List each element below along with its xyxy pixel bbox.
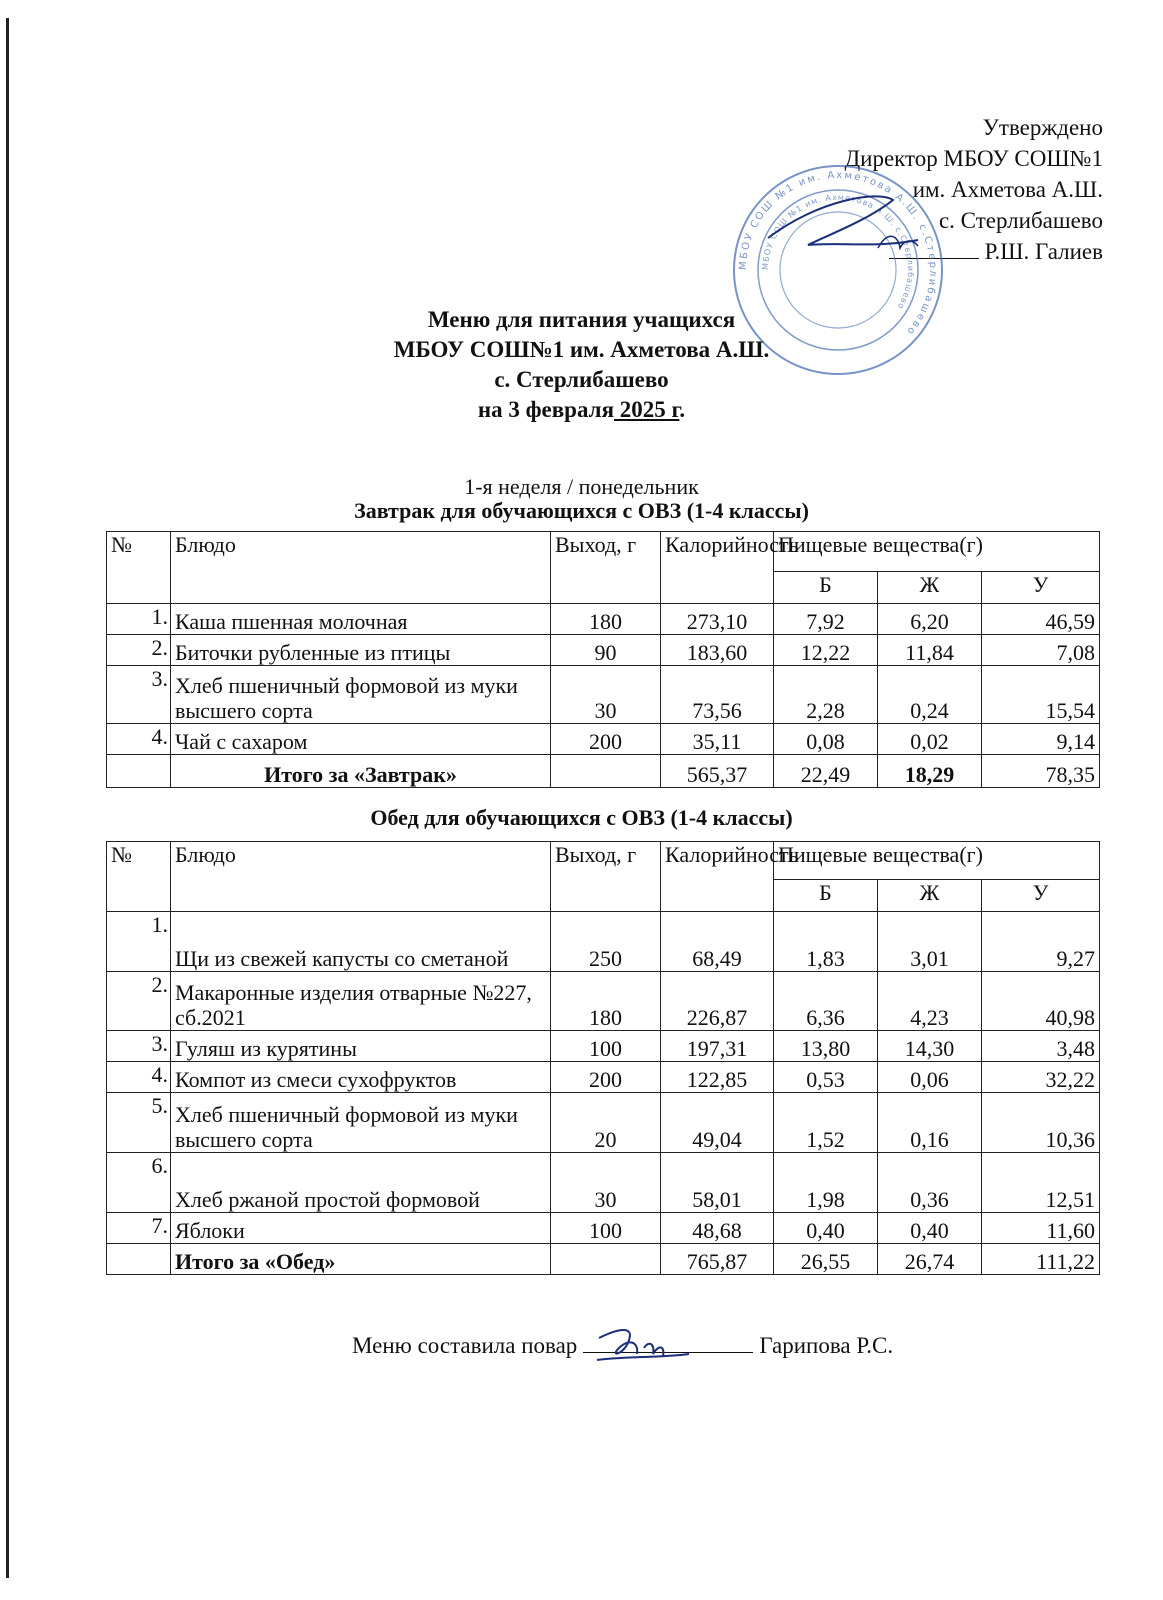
- row-dish: Хлеб пшеничный формовой из муки высшего сорта: [171, 666, 551, 724]
- total-row: [107, 755, 1100, 788]
- row-b: 1,83: [774, 912, 878, 972]
- row-yield: 30: [551, 1153, 661, 1213]
- village-name: с. Стерлибашево: [494, 367, 669, 392]
- breakfast-header-u: У: [982, 572, 1100, 604]
- row-calories: 68,49: [661, 912, 774, 972]
- lunch-header-dish: Блюдо: [171, 842, 551, 912]
- lunch-header-nutrients: Пищевые вещества(г): [774, 842, 1100, 880]
- row-yield: 100: [551, 1213, 661, 1244]
- row-dish: Хлеб ржаной простой формовой: [171, 1153, 551, 1213]
- lunch-header-b: Б: [774, 880, 878, 912]
- row-num: 6.: [107, 1153, 171, 1213]
- row-calories: 273,10: [661, 604, 774, 635]
- lunch-header-yield: Выход, г: [551, 842, 661, 912]
- row-zh: 3,01: [878, 912, 982, 972]
- total-calories: 765,87: [661, 1244, 774, 1275]
- row-zh: 0,40: [878, 1213, 982, 1244]
- row-b: 13,80: [774, 1031, 878, 1062]
- menu-date-suffix: .: [679, 397, 686, 422]
- table-row: [107, 724, 1100, 755]
- row-u: 46,59: [982, 604, 1100, 635]
- lunch-table: [106, 841, 1100, 1275]
- row-zh: 4,23: [878, 972, 982, 1031]
- row-u: 3,48: [982, 1031, 1100, 1062]
- row-dish: Хлеб пшеничный формовой из муки высшего сорта: [171, 1093, 551, 1153]
- row-zh: 14,30: [878, 1031, 982, 1062]
- row-zh: 0,16: [878, 1093, 982, 1153]
- row-calories: 58,01: [661, 1153, 774, 1213]
- row-yield: 180: [551, 604, 661, 635]
- row-u: 10,36: [982, 1093, 1100, 1153]
- lunch-header-num: №: [107, 842, 171, 912]
- row-dish: Гуляш из курятины: [171, 1031, 551, 1062]
- row-num: 3.: [107, 1031, 171, 1062]
- menu-title: Меню для питания учащихся: [427, 307, 736, 332]
- row-b: 7,92: [774, 604, 878, 635]
- row-u: 12,51: [982, 1153, 1100, 1213]
- menu-date-year: 2025 г: [614, 397, 680, 422]
- total-empty: [107, 755, 171, 788]
- row-dish: Компот из смеси сухофруктов: [171, 1062, 551, 1093]
- table-row: [107, 1062, 1100, 1093]
- row-num: 2.: [107, 972, 171, 1031]
- breakfast-header-nutrients: Пищевые вещества(г): [774, 532, 1100, 572]
- footer-signature: [352, 1332, 893, 1359]
- row-b: 12,22: [774, 635, 878, 666]
- table-row: [107, 972, 1100, 1031]
- row-b: 0,08: [774, 724, 878, 755]
- breakfast-header-zh: Ж: [878, 572, 982, 604]
- row-dish: Биточки рубленные из птицы: [171, 635, 551, 666]
- row-b: 1,98: [774, 1153, 878, 1213]
- row-zh: 0,02: [878, 724, 982, 755]
- row-u: 15,54: [982, 666, 1100, 724]
- table-row: [107, 1213, 1100, 1244]
- row-yield: 180: [551, 972, 661, 1031]
- footer-prefix: Меню составила повар: [352, 1333, 578, 1358]
- approval-title: Утверждено: [982, 115, 1103, 140]
- table-row: [107, 1093, 1100, 1153]
- table-row: [107, 1153, 1100, 1213]
- breakfast-header-calories: Калорийность: [661, 532, 774, 604]
- row-num: 3.: [107, 666, 171, 724]
- approval-director-name: Р.Ш. Галиев: [984, 239, 1103, 264]
- table-row: [107, 666, 1100, 724]
- table-row: [107, 1031, 1100, 1062]
- lunch-header-u: У: [982, 880, 1100, 912]
- total-yield-empty: [551, 755, 661, 788]
- row-zh: 0,24: [878, 666, 982, 724]
- row-num: 4.: [107, 724, 171, 755]
- breakfast-header-dish: Блюдо: [171, 532, 551, 604]
- row-calories: 35,11: [661, 724, 774, 755]
- breakfast-header-yield: Выход, г: [551, 532, 661, 604]
- row-calories: 73,56: [661, 666, 774, 724]
- row-yield: 100: [551, 1031, 661, 1062]
- total-yield-empty: [551, 1244, 661, 1275]
- row-yield: 250: [551, 912, 661, 972]
- row-u: 11,60: [982, 1213, 1100, 1244]
- row-yield: 200: [551, 1062, 661, 1093]
- row-u: 9,14: [982, 724, 1100, 755]
- total-u: 78,35: [982, 755, 1100, 788]
- row-dish: Макаронные изделия отварные №227, сб.2021: [171, 972, 551, 1031]
- row-b: 0,53: [774, 1062, 878, 1093]
- row-calories: 197,31: [661, 1031, 774, 1062]
- row-num: 1.: [107, 604, 171, 635]
- menu-date: [0, 395, 1163, 425]
- breakfast-header-b: Б: [774, 572, 878, 604]
- row-calories: 226,87: [661, 972, 774, 1031]
- row-dish: Каша пшенная молочная: [171, 604, 551, 635]
- total-zh: 26,74: [878, 1244, 982, 1275]
- table-row: [107, 912, 1100, 972]
- row-zh: 11,84: [878, 635, 982, 666]
- lunch-header-calories: Калорийность: [661, 842, 774, 912]
- row-dish: Чай с сахаром: [171, 724, 551, 755]
- breakfast-header-num: №: [107, 532, 171, 604]
- breakfast-table: [106, 531, 1100, 788]
- approval-school-name: им. Ахметова А.Ш.: [912, 177, 1103, 202]
- total-empty: [107, 1244, 171, 1275]
- row-calories: 122,85: [661, 1062, 774, 1093]
- total-label: Итого за «Завтрак»: [171, 755, 551, 788]
- table-row: [107, 604, 1100, 635]
- row-yield: 90: [551, 635, 661, 666]
- cook-sign-line: [583, 1332, 753, 1353]
- row-dish: Щи из свежей капусты со сметаной: [171, 912, 551, 972]
- footer-cook-name: Гарипова Р.С.: [759, 1333, 894, 1358]
- lunch-header-zh: Ж: [878, 880, 982, 912]
- breakfast-title: Завтрак для обучающихся с ОВЗ (1-4 классы): [354, 498, 809, 523]
- row-calories: 48,68: [661, 1213, 774, 1244]
- row-b: 0,40: [774, 1213, 878, 1244]
- row-b: 2,28: [774, 666, 878, 724]
- stamp-inner-text: МБОУ СОШ №1 им. Ахметова А.Ш. с.Стерлибашево: [760, 192, 916, 312]
- row-u: 9,27: [982, 912, 1100, 972]
- row-num: 7.: [107, 1213, 171, 1244]
- row-zh: 0,06: [878, 1062, 982, 1093]
- menu-date-prefix: на 3 февраля: [477, 397, 615, 422]
- week-day: 1-я неделя / понедельник: [464, 474, 699, 499]
- row-zh: 6,20: [878, 604, 982, 635]
- total-u: 111,22: [982, 1244, 1100, 1275]
- total-calories: 565,37: [661, 755, 774, 788]
- approval-village: с. Стерлибашево: [938, 208, 1103, 233]
- row-zh: 0,36: [878, 1153, 982, 1213]
- row-yield: 200: [551, 724, 661, 755]
- row-u: 7,08: [982, 635, 1100, 666]
- lunch-title: Обед для обучающихся с ОВЗ (1-4 классы): [370, 805, 793, 830]
- total-b: 26,55: [774, 1244, 878, 1275]
- total-label: Итого за «Обед»: [171, 1244, 551, 1275]
- row-yield: 20: [551, 1093, 661, 1153]
- scan-edge: [6, 18, 9, 1578]
- table-row: [107, 635, 1100, 666]
- total-row: [107, 1244, 1100, 1275]
- row-num: 4.: [107, 1062, 171, 1093]
- total-b: 22,49: [774, 755, 878, 788]
- row-num: 5.: [107, 1093, 171, 1153]
- row-u: 40,98: [982, 972, 1100, 1031]
- row-calories: 183,60: [661, 635, 774, 666]
- row-dish: Яблоки: [171, 1213, 551, 1244]
- cook-signature: [589, 1318, 699, 1368]
- row-num: 1.: [107, 912, 171, 972]
- row-b: 6,36: [774, 972, 878, 1031]
- approval-position: Директор МБОУ СОШ№1: [844, 146, 1103, 171]
- row-yield: 30: [551, 666, 661, 724]
- total-zh: 18,29: [878, 755, 982, 788]
- row-b: 1,52: [774, 1093, 878, 1153]
- stamp-outer-text: МБОУ СОШ №1 им. Ахметова А.Ш. с.Стерлибашево: [737, 169, 939, 338]
- row-calories: 49,04: [661, 1093, 774, 1153]
- row-num: 2.: [107, 635, 171, 666]
- row-u: 32,22: [982, 1062, 1100, 1093]
- school-name: МБОУ СОШ№1 им. Ахметова А.Ш.: [393, 337, 770, 362]
